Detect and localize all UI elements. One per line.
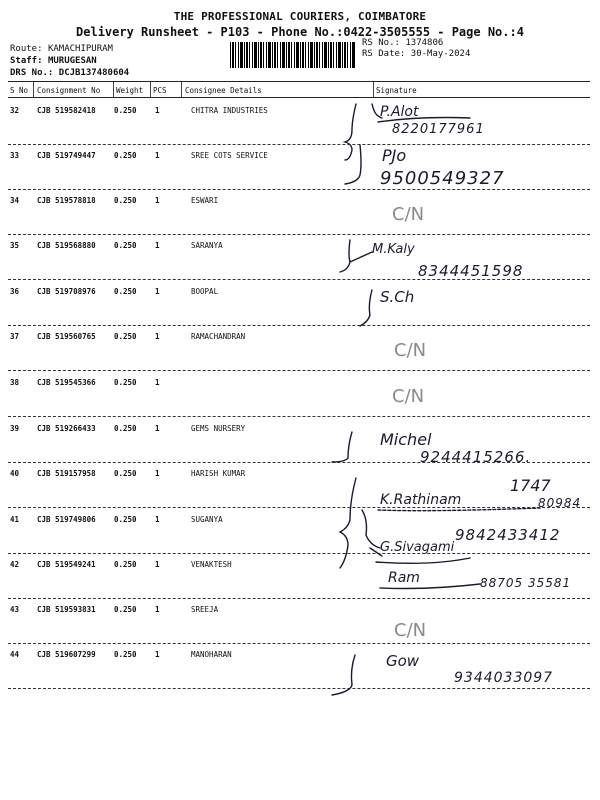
row-sno: 35 <box>10 241 20 250</box>
row-weight: 0.250 <box>114 106 137 115</box>
row-signature: PJo <box>382 146 407 165</box>
row-pcs: 1 <box>155 106 160 115</box>
barcode <box>230 42 355 68</box>
row-consignee: BOOPAL <box>191 287 219 296</box>
row-sno: 44 <box>10 650 20 659</box>
row-pcs: 1 <box>155 515 160 524</box>
drs-value: DCJB137480604 <box>58 68 130 78</box>
row-weight: 0.250 <box>114 151 137 160</box>
row-signature: Gow <box>386 652 420 670</box>
row-signature: S.Ch <box>380 288 415 306</box>
row-pcs: 1 <box>155 560 160 569</box>
col-divider <box>181 82 182 97</box>
row-sno: 36 <box>10 287 20 296</box>
row-weight: 0.250 <box>114 469 137 478</box>
rs-date-line <box>362 49 470 59</box>
row-weight: 0.250 <box>114 650 137 659</box>
row-pcs: 1 <box>155 151 160 160</box>
drs-label: DRS No.: <box>10 68 54 78</box>
row-separator <box>8 370 590 371</box>
row-sno: 39 <box>10 424 20 433</box>
row-phone: 9344033097 <box>454 670 554 686</box>
row-weight: 0.250 <box>114 605 137 614</box>
row-consignee: SREE COTS SERVICE <box>191 151 268 160</box>
row-signature: Ram <box>388 570 420 586</box>
row-consignment: CJB 519560765 <box>37 332 96 341</box>
row-sno: 42 <box>10 560 20 569</box>
staff-line <box>10 56 97 66</box>
header-bottom-rule <box>8 97 590 98</box>
col-pcs: PCS <box>153 86 167 95</box>
staff-label: Staff: <box>10 56 43 66</box>
row-separator <box>8 688 590 689</box>
row-weight: 0.250 <box>114 378 137 387</box>
row-phone: 9842433412 <box>455 526 561 544</box>
row-sno: 40 <box>10 469 20 478</box>
row-separator <box>8 553 590 554</box>
col-weight: Weight <box>116 86 144 95</box>
row-pcs: 1 <box>155 469 160 478</box>
row-consignee: ESWARI <box>191 196 219 205</box>
row-pcs: 1 <box>155 287 160 296</box>
rs-no-line <box>362 38 443 48</box>
row-consignee: SARANYA <box>191 241 223 250</box>
row-phone: 8220177961 <box>392 122 485 137</box>
row-sno: 32 <box>10 106 20 115</box>
row-consignment: CJB 519549241 <box>37 560 96 569</box>
row-consignment: CJB 519582418 <box>37 106 96 115</box>
row-separator <box>8 462 590 463</box>
runsheet-subtitle: Delivery Runsheet - P103 - Phone No.:0422-3505555 - Page No.:4 <box>76 25 524 39</box>
rs-date-value: 30-May-2024 <box>410 49 471 59</box>
row-pcs: 1 <box>155 605 160 614</box>
row-sno: 33 <box>10 151 20 160</box>
staff-value: MURUGESAN <box>47 56 97 66</box>
header-top-rule <box>8 81 590 82</box>
route-label: Route: <box>10 44 43 54</box>
row-signature-stamp: C/N <box>394 340 427 361</box>
row-separator <box>8 279 590 280</box>
row-signature-stamp: C/N <box>392 386 425 407</box>
row-separator <box>8 416 590 417</box>
row-pcs: 1 <box>155 650 160 659</box>
row-separator <box>8 144 590 145</box>
row-signature-stamp: C/N <box>394 620 427 641</box>
row-separator <box>8 325 590 326</box>
row-consignee: RAMACHANDRAN <box>191 332 246 341</box>
rs-date-label: RS Date: <box>362 49 406 59</box>
row-consignment: CJB 519266433 <box>37 424 96 433</box>
row-sno: 34 <box>10 196 20 205</box>
row-sno: 43 <box>10 605 20 614</box>
row-consignee: SREEJA <box>191 605 219 614</box>
row-separator <box>8 189 590 190</box>
col-divider <box>33 82 34 97</box>
row-signature: K.Rathinam <box>380 492 462 508</box>
row-consignee: GEMS NURSERY <box>191 424 246 433</box>
row-sno: 41 <box>10 515 20 524</box>
handwritten-note: 1747 <box>510 476 551 495</box>
row-sno: 37 <box>10 332 20 341</box>
row-weight: 0.250 <box>114 515 137 524</box>
row-phone: 9500549327 <box>380 168 505 189</box>
row-weight: 0.250 <box>114 287 137 296</box>
row-consignment: CJB 519708976 <box>37 287 96 296</box>
row-pcs: 1 <box>155 332 160 341</box>
row-signature: G.Sivagami <box>380 540 455 555</box>
col-divider <box>150 82 151 97</box>
row-consignee: SUGANYA <box>191 515 223 524</box>
col-divider <box>113 82 114 97</box>
row-weight: 0.250 <box>114 560 137 569</box>
route-value: KAMACHIPURAM <box>47 44 113 54</box>
row-separator <box>8 598 590 599</box>
row-consignment: CJB 519749447 <box>37 151 96 160</box>
col-divider <box>373 82 374 97</box>
col-consignment: Consignment No <box>37 86 101 95</box>
row-weight: 0.250 <box>114 424 137 433</box>
row-pcs: 1 <box>155 196 160 205</box>
col-consignee: Consignee Details <box>185 86 262 95</box>
rs-no-value: 1374806 <box>405 38 444 48</box>
row-consignment: CJB 519607299 <box>37 650 96 659</box>
row-consignment: CJB 519593831 <box>37 605 96 614</box>
row-weight: 0.250 <box>114 332 137 341</box>
row-separator <box>8 643 590 644</box>
row-sno: 38 <box>10 378 20 387</box>
company-title: THE PROFESSIONAL COURIERS, COIMBATORE <box>173 10 427 23</box>
row-consignee: MANOHARAN <box>191 650 232 659</box>
row-phone: 9244415266. <box>420 448 532 466</box>
row-consignee: CHITRA INDUSTRIES <box>191 106 268 115</box>
row-consignee: HARISH KUMAR <box>191 469 246 478</box>
row-consignment: CJB 519749806 <box>37 515 96 524</box>
row-weight: 0.250 <box>114 241 137 250</box>
row-consignment: CJB 519578818 <box>37 196 96 205</box>
col-sno: S No <box>10 86 29 95</box>
row-consignment: CJB 519157958 <box>37 469 96 478</box>
rs-no-label: RS No.: <box>362 38 400 48</box>
row-separator <box>8 507 590 508</box>
col-signature: Signature <box>376 86 417 95</box>
row-pcs: 1 <box>155 378 160 387</box>
row-phone: 80984 <box>538 496 582 510</box>
row-separator <box>8 234 590 235</box>
row-phone: 8344451598 <box>418 262 524 280</box>
row-pcs: 1 <box>155 424 160 433</box>
row-signature-stamp: C/N <box>392 204 425 225</box>
drs-line <box>10 68 129 78</box>
row-signature: Michel <box>380 430 432 449</box>
row-signature: P.Alot <box>380 104 419 120</box>
row-signature: M.Kaly <box>372 242 415 257</box>
row-consignee: VENAKTESH <box>191 560 232 569</box>
route-line <box>10 44 113 54</box>
row-consignment: CJB 519568880 <box>37 241 96 250</box>
row-weight: 0.250 <box>114 196 137 205</box>
row-consignment: CJB 519545366 <box>37 378 96 387</box>
row-phone: 88705 35581 <box>480 576 572 590</box>
row-pcs: 1 <box>155 241 160 250</box>
